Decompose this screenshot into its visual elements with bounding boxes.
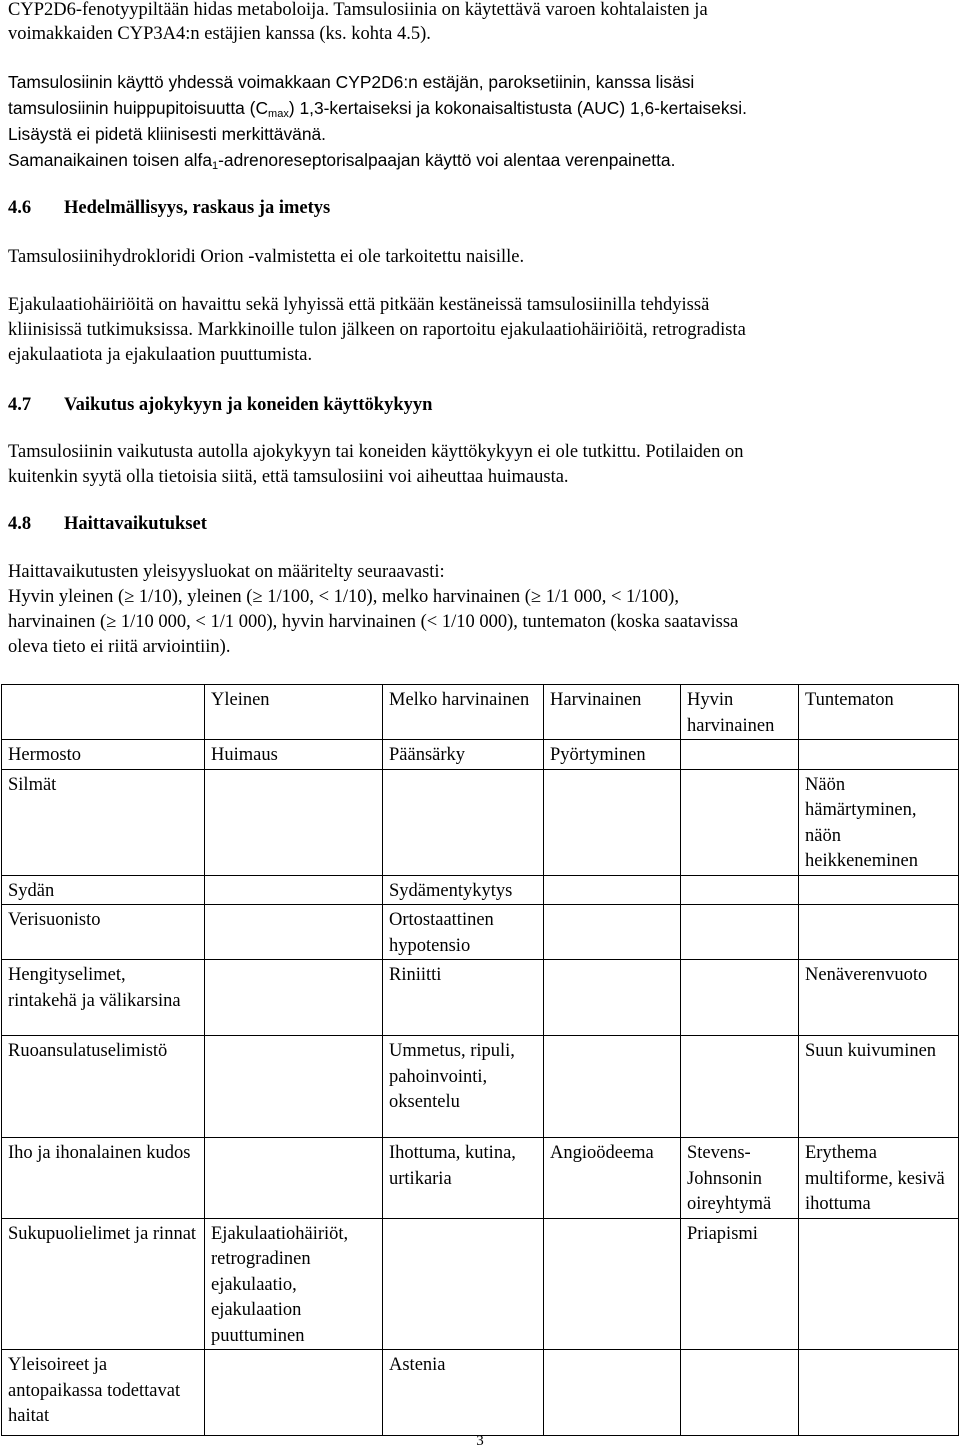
table-header-cell: Tuntematon	[799, 685, 959, 740]
table-cell	[205, 1036, 383, 1138]
section-4-6-heading: 4.6 Hedelmällisyys, raskaus ja imetys	[8, 198, 331, 218]
table-row	[2, 1350, 959, 1436]
table-cell: Hengityselimet, rintakehä ja välikarsina	[2, 960, 205, 1036]
table-cell: Nenäverenvuoto	[799, 960, 959, 1036]
table-cell: Astenia	[383, 1350, 544, 1436]
table-cell	[383, 1218, 544, 1350]
page-number: 3	[476, 1433, 484, 1449]
table-cell: Stevens-Johnsonin oireyhtymä	[681, 1138, 799, 1219]
table-row	[2, 1138, 959, 1219]
table-cell	[544, 769, 681, 875]
table-cell	[205, 1138, 383, 1219]
table-cell	[544, 1350, 681, 1436]
table-cell	[205, 769, 383, 875]
table-cell	[681, 740, 799, 770]
table-cell: Ummetus, ripuli, pahoinvointi, oksentelu	[383, 1036, 544, 1138]
table-cell: Ruoansulatuselimistö	[2, 1036, 205, 1138]
section-4-6-paragraph-2-line-2: kliinisissä tutkimuksissa. Markkinoille tulon jälkeen on raportoitu ejakulaatiohäiriöitä, retrogradista	[8, 320, 746, 340]
table-cell: Sukupuolielimet ja rinnat	[2, 1218, 205, 1350]
section-4-8-line-1: Haittavaikutusten yleisyysluokat on määritelty seuraavasti:	[8, 562, 445, 582]
table-header-cell: Harvinainen	[544, 685, 681, 740]
table-cell: Erythema multiforme, kesivä ihottuma	[799, 1138, 959, 1219]
table-cell: Näön hämärtyminen, näön heikkeneminen	[799, 769, 959, 875]
table-cell	[544, 875, 681, 905]
intro-line-5: Lisäystä ei pidetä kliinisesti merkittävänä.	[8, 124, 327, 144]
section-4-6-paragraph-2-line-1: Ejakulaatiohäiriöitä on havaittu sekä lyhyissä että pitkään kestäneissä tamsulosiinilla tehdyissä	[8, 295, 710, 315]
table-cell	[681, 875, 799, 905]
section-4-7-heading: 4.7 Vaikutus ajokykyyn ja koneiden käyttökykyyn	[8, 395, 433, 415]
table-cell: Ihottuma, kutina, urtikaria	[383, 1138, 544, 1219]
section-4-8-heading: 4.8 Haittavaikutukset	[8, 514, 207, 534]
table-cell	[544, 905, 681, 960]
table-cell: Huimaus	[205, 740, 383, 770]
table-cell	[544, 1036, 681, 1138]
intro-line-2: voimakkaiden CYP3A4:n estäjien kanssa (ks. kohta 4.5).	[8, 24, 431, 44]
table-cell: Päänsärky	[383, 740, 544, 770]
intro-line-1: CYP2D6-fenotyypiltään hidas metaboloija. Tamsulosiinia on käytettävä varoen kohtalaisten ja	[8, 0, 708, 20]
table-cell	[681, 769, 799, 875]
table-cell: Iho ja ihonalainen kudos	[2, 1138, 205, 1219]
table-header-cell: Melko harvinainen	[383, 685, 544, 740]
section-4-7-line-1: Tamsulosiinin vaikutusta autolla ajokykyyn tai koneiden käyttökykyyn ei ole tutkittu. Potilaiden on	[8, 442, 744, 462]
section-4-8-line-3: harvinainen (≥ 1/10 000, < 1/1 000), hyvin harvinainen (< 1/10 000), tuntematon (koska saatavissa	[8, 612, 739, 632]
table-header-cell	[2, 685, 205, 740]
table-header-row	[2, 685, 959, 740]
table-cell	[799, 905, 959, 960]
table-cell: Sydämentykytys	[383, 875, 544, 905]
table-cell: Ejakulaatiohäiriöt, retrogradinen ejakulaatio, ejakulaation puuttuminen	[205, 1218, 383, 1350]
table-row	[2, 769, 959, 875]
table-cell	[799, 1218, 959, 1350]
table-cell: Yleisoireet ja antopaikassa todettavat haitat	[2, 1350, 205, 1436]
table-row	[2, 960, 959, 1036]
table-row	[2, 1218, 959, 1350]
table-cell	[205, 875, 383, 905]
table-cell: Priapismi	[681, 1218, 799, 1350]
table-cell: Ortostaattinen hypotensio	[383, 905, 544, 960]
table-row	[2, 875, 959, 905]
table-cell	[799, 875, 959, 905]
table-row	[2, 905, 959, 960]
table-cell	[681, 1350, 799, 1436]
table-row	[2, 1036, 959, 1138]
table-cell	[205, 960, 383, 1036]
section-4-8-line-4: oleva tieto ei riitä arviointiin).	[8, 637, 231, 657]
table-cell: Sydän	[2, 875, 205, 905]
table-cell	[681, 905, 799, 960]
table-cell: Pyörtyminen	[544, 740, 681, 770]
table-cell	[205, 905, 383, 960]
intro-line-4: tamsulosiinin huippupitoisuutta $(C_{max})$ 1,3-kertaiseksi ja kokonaisaltistusta (AUC) 1,6-kertaiseksi.	[8, 98, 747, 120]
table-cell	[799, 1350, 959, 1436]
intro-line-6: Samanaikainen toisen alfa$_1$-adrenoreseptorisalpaajan käyttö voi alentaa verenpainetta.	[8, 150, 676, 172]
table-cell	[681, 1036, 799, 1138]
section-4-6-paragraph-2-line-3: ejakulaatiota ja ejakulaation puuttumista.	[8, 345, 313, 365]
table-cell: Silmät	[2, 769, 205, 875]
table-header-cell: Hyvin harvinainen	[681, 685, 799, 740]
table-cell: Angioödeema	[544, 1138, 681, 1219]
table-cell: Suun kuivuminen	[799, 1036, 959, 1138]
table-cell: Riniitti	[383, 960, 544, 1036]
table-cell	[799, 740, 959, 770]
table-cell: Hermosto	[2, 740, 205, 770]
intro-line-3: Tamsulosiinin käyttö yhdessä voimakkaan CYP2D6:n estäjän, paroksetiinin, kanssa lisäsi	[8, 72, 695, 92]
section-4-8-line-2: Hyvin yleinen (≥ 1/10), yleinen (≥ 1/100, < 1/10), melko harvinainen (≥ 1/1 000, < 1/100),	[8, 587, 679, 607]
table-cell	[681, 960, 799, 1036]
table-cell	[544, 960, 681, 1036]
table-cell	[544, 1218, 681, 1350]
table-row	[2, 740, 959, 770]
section-4-6-paragraph-1: Tamsulosiinihydrokloridi Orion -valmistetta ei ole tarkoitettu naisille.	[8, 247, 525, 267]
adverse-effects-table	[1, 684, 959, 1436]
table-cell	[205, 1350, 383, 1436]
table-cell: Verisuonisto	[2, 905, 205, 960]
section-4-7-line-2: kuitenkin syytä olla tietoisia siitä, että tamsulosiini voi aiheuttaa huimausta.	[8, 467, 569, 487]
table-cell	[383, 769, 544, 875]
table-header-cell: Yleinen	[205, 685, 383, 740]
